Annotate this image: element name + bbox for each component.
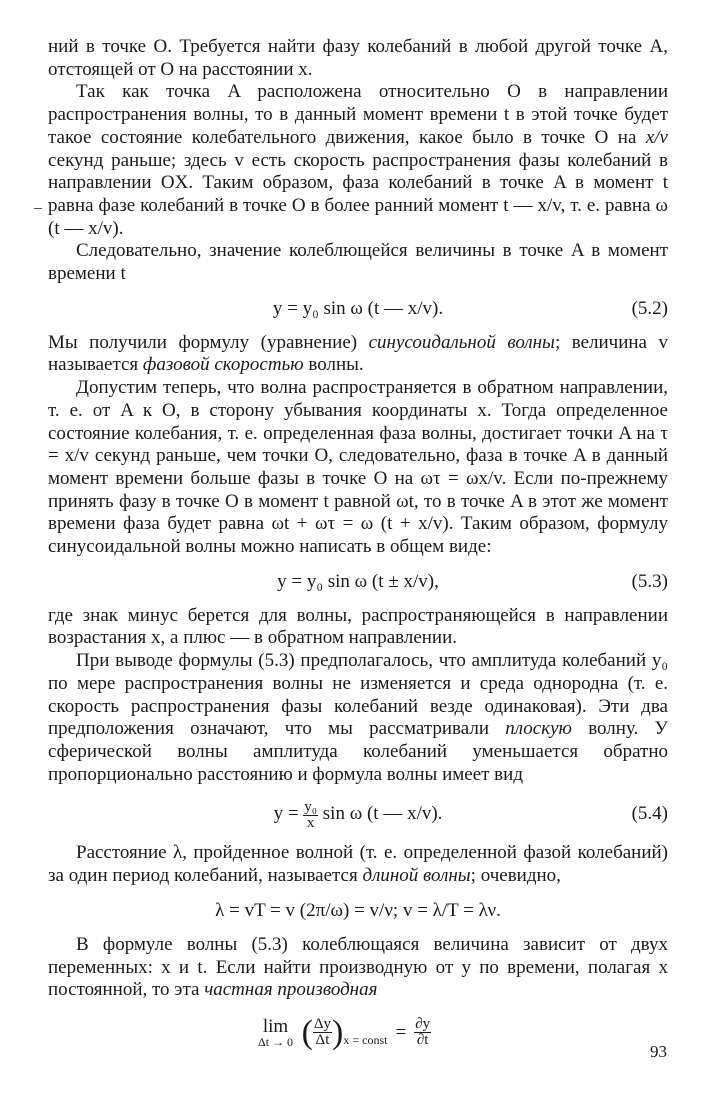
limit-operator: lim Δt → 0 — [258, 1015, 294, 1049]
equation-5-4-fraction — [303, 800, 318, 831]
paragraph-2: Так как точка A расположена относительно O в направлении распространения волны, то в данный момент времени t в этой точке будет такое состояние колебательного движения, какое было в точке O на x/v секунд раньше; здесь v есть скорость распространения фазы колебаний в направлении OX. Таким образом, фаза колебаний в точке A в момент t равна фазе колебаний в точке O в более ранний момент t — x/v, т. е. равна ω (t — x/v). — [48, 81, 668, 239]
page-number: 93 — [650, 1042, 667, 1061]
equation-5-3-formula: y = y₀ sin ω (t ± x/v), — [277, 570, 439, 592]
partial-fraction: $\frac{\partial y}{\partial t}$ — [415, 1016, 431, 1049]
delta-fraction: $\frac{\Delta y}{\Delta t}$ — [313, 1016, 332, 1049]
equation-5-4 — [48, 796, 668, 832]
equation-wavelength — [48, 898, 668, 924]
paragraph-7: При выводе формулы (5.3) предполагалось, что амплитуда колебаний y₀ по мере распространения волны не изменяется и среда однородна (т. е. скорость распространения фазы колебаний везде одинаковая). Эти два предположения означают, что мы рассматривали плоскую волну. У сферической волны амплитуда колебаний уменьшается обратно пропорционально расстоянию и формула волны имеет вид — [48, 650, 669, 785]
equation-partial-derivative: lim Δt → 0 ( $\frac{\Delta y}{\Delta t}$ ) x = const = $\frac{\partial y}{\partial t}$ — [258, 1013, 431, 1051]
paragraph-8: Расстояние λ, пройденное волной (т. е. определенной фазой колебаний) за один период колебаний, называется длиной волны; очевидно, — [48, 842, 668, 887]
equation-5-2-number: (5.2) — [631, 297, 668, 319]
equation-5-2 — [48, 296, 668, 322]
paragraph-1: ний в точке O. Требуется найти фазу колебаний в любой другой точке A, отстоящей от O на расстоянии x. — [48, 36, 668, 80]
paragraph-4: Мы получили формулу (уравнение) синусоидальной волны; величина v называется фазовой скоростью волны. — [48, 331, 669, 376]
paragraph-9: В формуле волны (5.3) колеблющаяся величина зависит от двух переменных: x и t. Если найти производную от y по времени, полагая x постоянной, то эта частная производная — [48, 933, 668, 1001]
page-body — [48, 36, 668, 1062]
equation-5-4-lhs: y = — [273, 803, 299, 825]
equation-5-4-numerator: y₀ — [304, 798, 318, 815]
margin-mark — [34, 208, 42, 209]
equals-sign: = — [395, 1021, 407, 1043]
equation-5-2-formula: y = y₀ sin ω (t — x/v). — [272, 297, 444, 319]
constancy-condition: x = const — [343, 1032, 388, 1047]
equation-wavelength-formula: λ = vT = v (2π/ω) = v/ν; v = λ/T = λν. — [215, 899, 501, 921]
equation-5-4-number: (5.4) — [631, 803, 668, 825]
paragraph-3: Следовательно, значение колеблющейся величины в точке A в момент времени t — [48, 240, 668, 285]
equation-5-3-number: (5.3) — [631, 570, 668, 592]
equation-5-4-rhs: sin ω (t — x/v). — [322, 803, 443, 825]
paragraph-5: Допустим теперь, что волна распространяется в обратном направлении, т. е. от A к O, в сторону убывания координаты x. Тогда определенное состояние колебания, т. е. определенная фаза волны, достигает точки A на τ = x/v секунд раньше, чем точки O, следовательно, фаза в точке A в данный момент времени больше фазы в точке O на ωτ = ωx/v. Если по-прежнему принять фазу в точке O в момент t равной ωt, то в точке A в этот же момент времени фаза будет равна ωt + ωτ = ω (t + x/v). Таким образом, формулу синусоидальной волны можно написать в общем виде: — [48, 377, 668, 558]
paragraph-6: где знак минус берется для волны, распространяющейся в направлении возрастания x, а плюс — в обратном направлении. — [48, 604, 668, 649]
equation-5-4-denominator: x — [306, 814, 315, 831]
limit-subscript: Δt → 0 — [258, 1034, 294, 1049]
equation-5-3 — [48, 569, 668, 595]
